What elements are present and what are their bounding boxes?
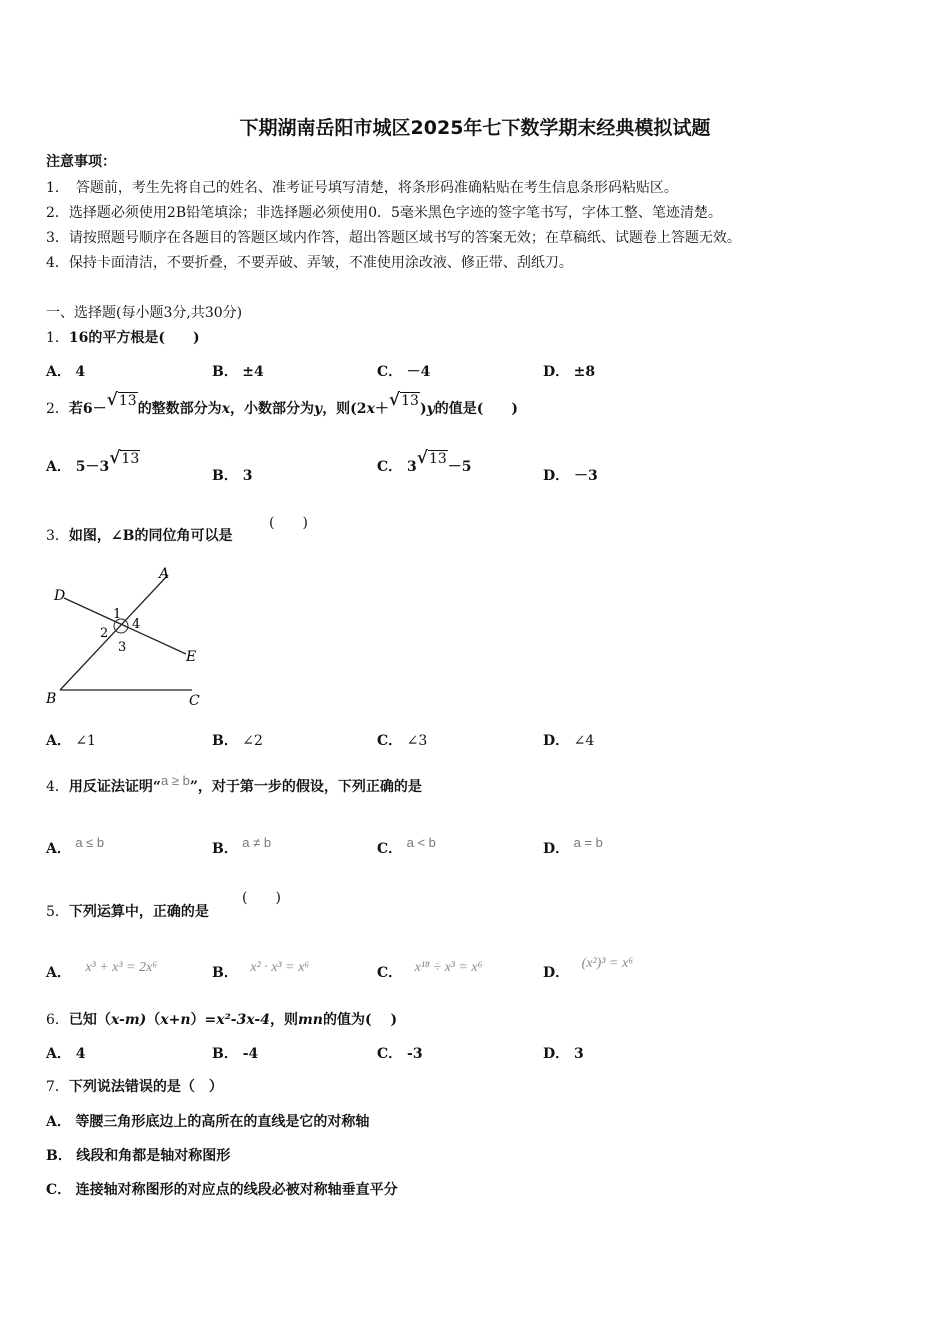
question-stem: 16的平方根是( ) (68, 330, 200, 346)
section-heading: 一、选择题(每小题3分,共30分) (46, 305, 243, 321)
sqrt-13: √13 (416, 448, 447, 468)
label-c: C (189, 693, 200, 709)
q2-option-a[interactable]: A． 5－3√13 (46, 448, 140, 475)
q3-option-a[interactable]: A． ∠1 (46, 733, 96, 749)
q5-option-d[interactable]: D． (x²)³ = x⁶ (543, 956, 634, 981)
q4-option-d[interactable]: D． a = b (543, 835, 603, 857)
q6-option-c[interactable]: C． -3 (377, 1046, 423, 1062)
q3-option-b[interactable]: B． ∠2 (212, 733, 263, 749)
notice-item-3: 3．请按照题号顺序在各题目的答题区域内作答，超出答题区域书写的答案无效；在草稿纸、试题卷上答题无效。 (46, 230, 741, 246)
angle-figure (46, 562, 216, 712)
line-ba (60, 575, 168, 690)
page-title: 下期湖南岳阳市城区2025年七下数学期末经典模拟试题 (239, 117, 711, 139)
label-e: E (186, 649, 197, 665)
sqrt-13: √13 (388, 390, 419, 410)
label-1: 1 (113, 607, 122, 622)
label-d: D (54, 588, 66, 604)
q4-option-c[interactable]: C． a < b (377, 835, 436, 857)
q1-option-b[interactable]: B． ±4 (212, 364, 264, 380)
q7-option-a[interactable]: A． 等腰三角形底边上的高所在的直线是它的对称轴 (46, 1114, 370, 1130)
sqrt-13: √13 (109, 448, 140, 468)
q3-option-d[interactable]: D． ∠4 (543, 733, 595, 749)
sqrt-13: √13 (106, 390, 137, 410)
question-7: 7．下列说法错误的是（ ） (46, 1079, 223, 1095)
label-4: 4 (132, 617, 141, 632)
q6-option-d[interactable]: D． 3 (543, 1046, 584, 1062)
q5-option-b[interactable]: B． x² · x³ = x⁶ (212, 960, 310, 981)
q5-option-c[interactable]: C． x¹⁸ ÷ x³ = x⁶ (377, 960, 483, 981)
q5-option-a[interactable]: A． x³ + x³ = 2x⁶ (46, 960, 158, 981)
q6-option-a[interactable]: A． 4 (46, 1046, 86, 1062)
q3-option-c[interactable]: C． ∠3 (377, 733, 428, 749)
q7-option-b[interactable]: B． 线段和角都是轴对称图形 (46, 1148, 231, 1164)
label-3: 3 (118, 640, 127, 655)
notice-item-2: 2．选择题必须使用2B铅笔填涂；非选择题必须使用0．5毫米黑色字迹的签字笔书写，字体工整、笔迹清楚。 (46, 205, 722, 221)
notice-heading: 注意事项： (46, 154, 116, 170)
question-6: 6．已知（x-m)（x+n）=x²-3x-4，则mn的值为( ) (46, 1012, 398, 1028)
q3-paren: ( ) (269, 515, 308, 531)
q7-option-c[interactable]: C． 连接轴对称图形的对应点的线段必被对称轴垂直平分 (46, 1182, 398, 1198)
q1-option-d[interactable]: D． ±8 (543, 364, 596, 380)
question-5: 5．下列运算中，正确的是 (46, 904, 209, 920)
label-2: 2 (100, 626, 109, 641)
label-b: B (46, 691, 57, 707)
formula-a-ge-b: a ≥ b (160, 773, 190, 788)
question-1 (46, 327, 200, 347)
q2-option-b[interactable]: B． 3 (212, 468, 253, 484)
notice-item-1: 1． 答题前，考生先将自己的姓名、准考证号填写清楚，将条形码准确粘贴在考生信息条形码粘贴区。 (46, 180, 678, 196)
q2-option-c[interactable]: C． 3√13－5 (377, 448, 472, 475)
question-number: 1． (46, 330, 69, 346)
label-a: A (159, 566, 170, 582)
q4-option-b[interactable]: B． a ≠ b (212, 835, 272, 857)
q1-option-c[interactable]: C． －4 (377, 364, 431, 380)
q4-option-a[interactable]: A． a ≤ b (46, 835, 105, 857)
question-3: 3．如图，∠B的同位角可以是 (46, 528, 233, 544)
q5-paren: ( ) (242, 890, 281, 906)
question-4: 4．用反证法证明“a ≥ b”，对于第一步的假设，下列正确的是 (46, 773, 422, 795)
q6-option-b[interactable]: B． -4 (212, 1046, 259, 1062)
q1-option-a[interactable]: A． 4 (46, 364, 86, 380)
q2-option-d[interactable]: D． －3 (543, 468, 598, 484)
notice-item-4: 4．保持卡面清洁，不要折叠，不要弄破、弄皱，不准使用涂改液、修正带、刮纸刀。 (46, 255, 573, 271)
question-2: 2．若6－√13的整数部分为x，小数部分为y，则(2x＋√13)y的值是( ) (46, 390, 518, 417)
